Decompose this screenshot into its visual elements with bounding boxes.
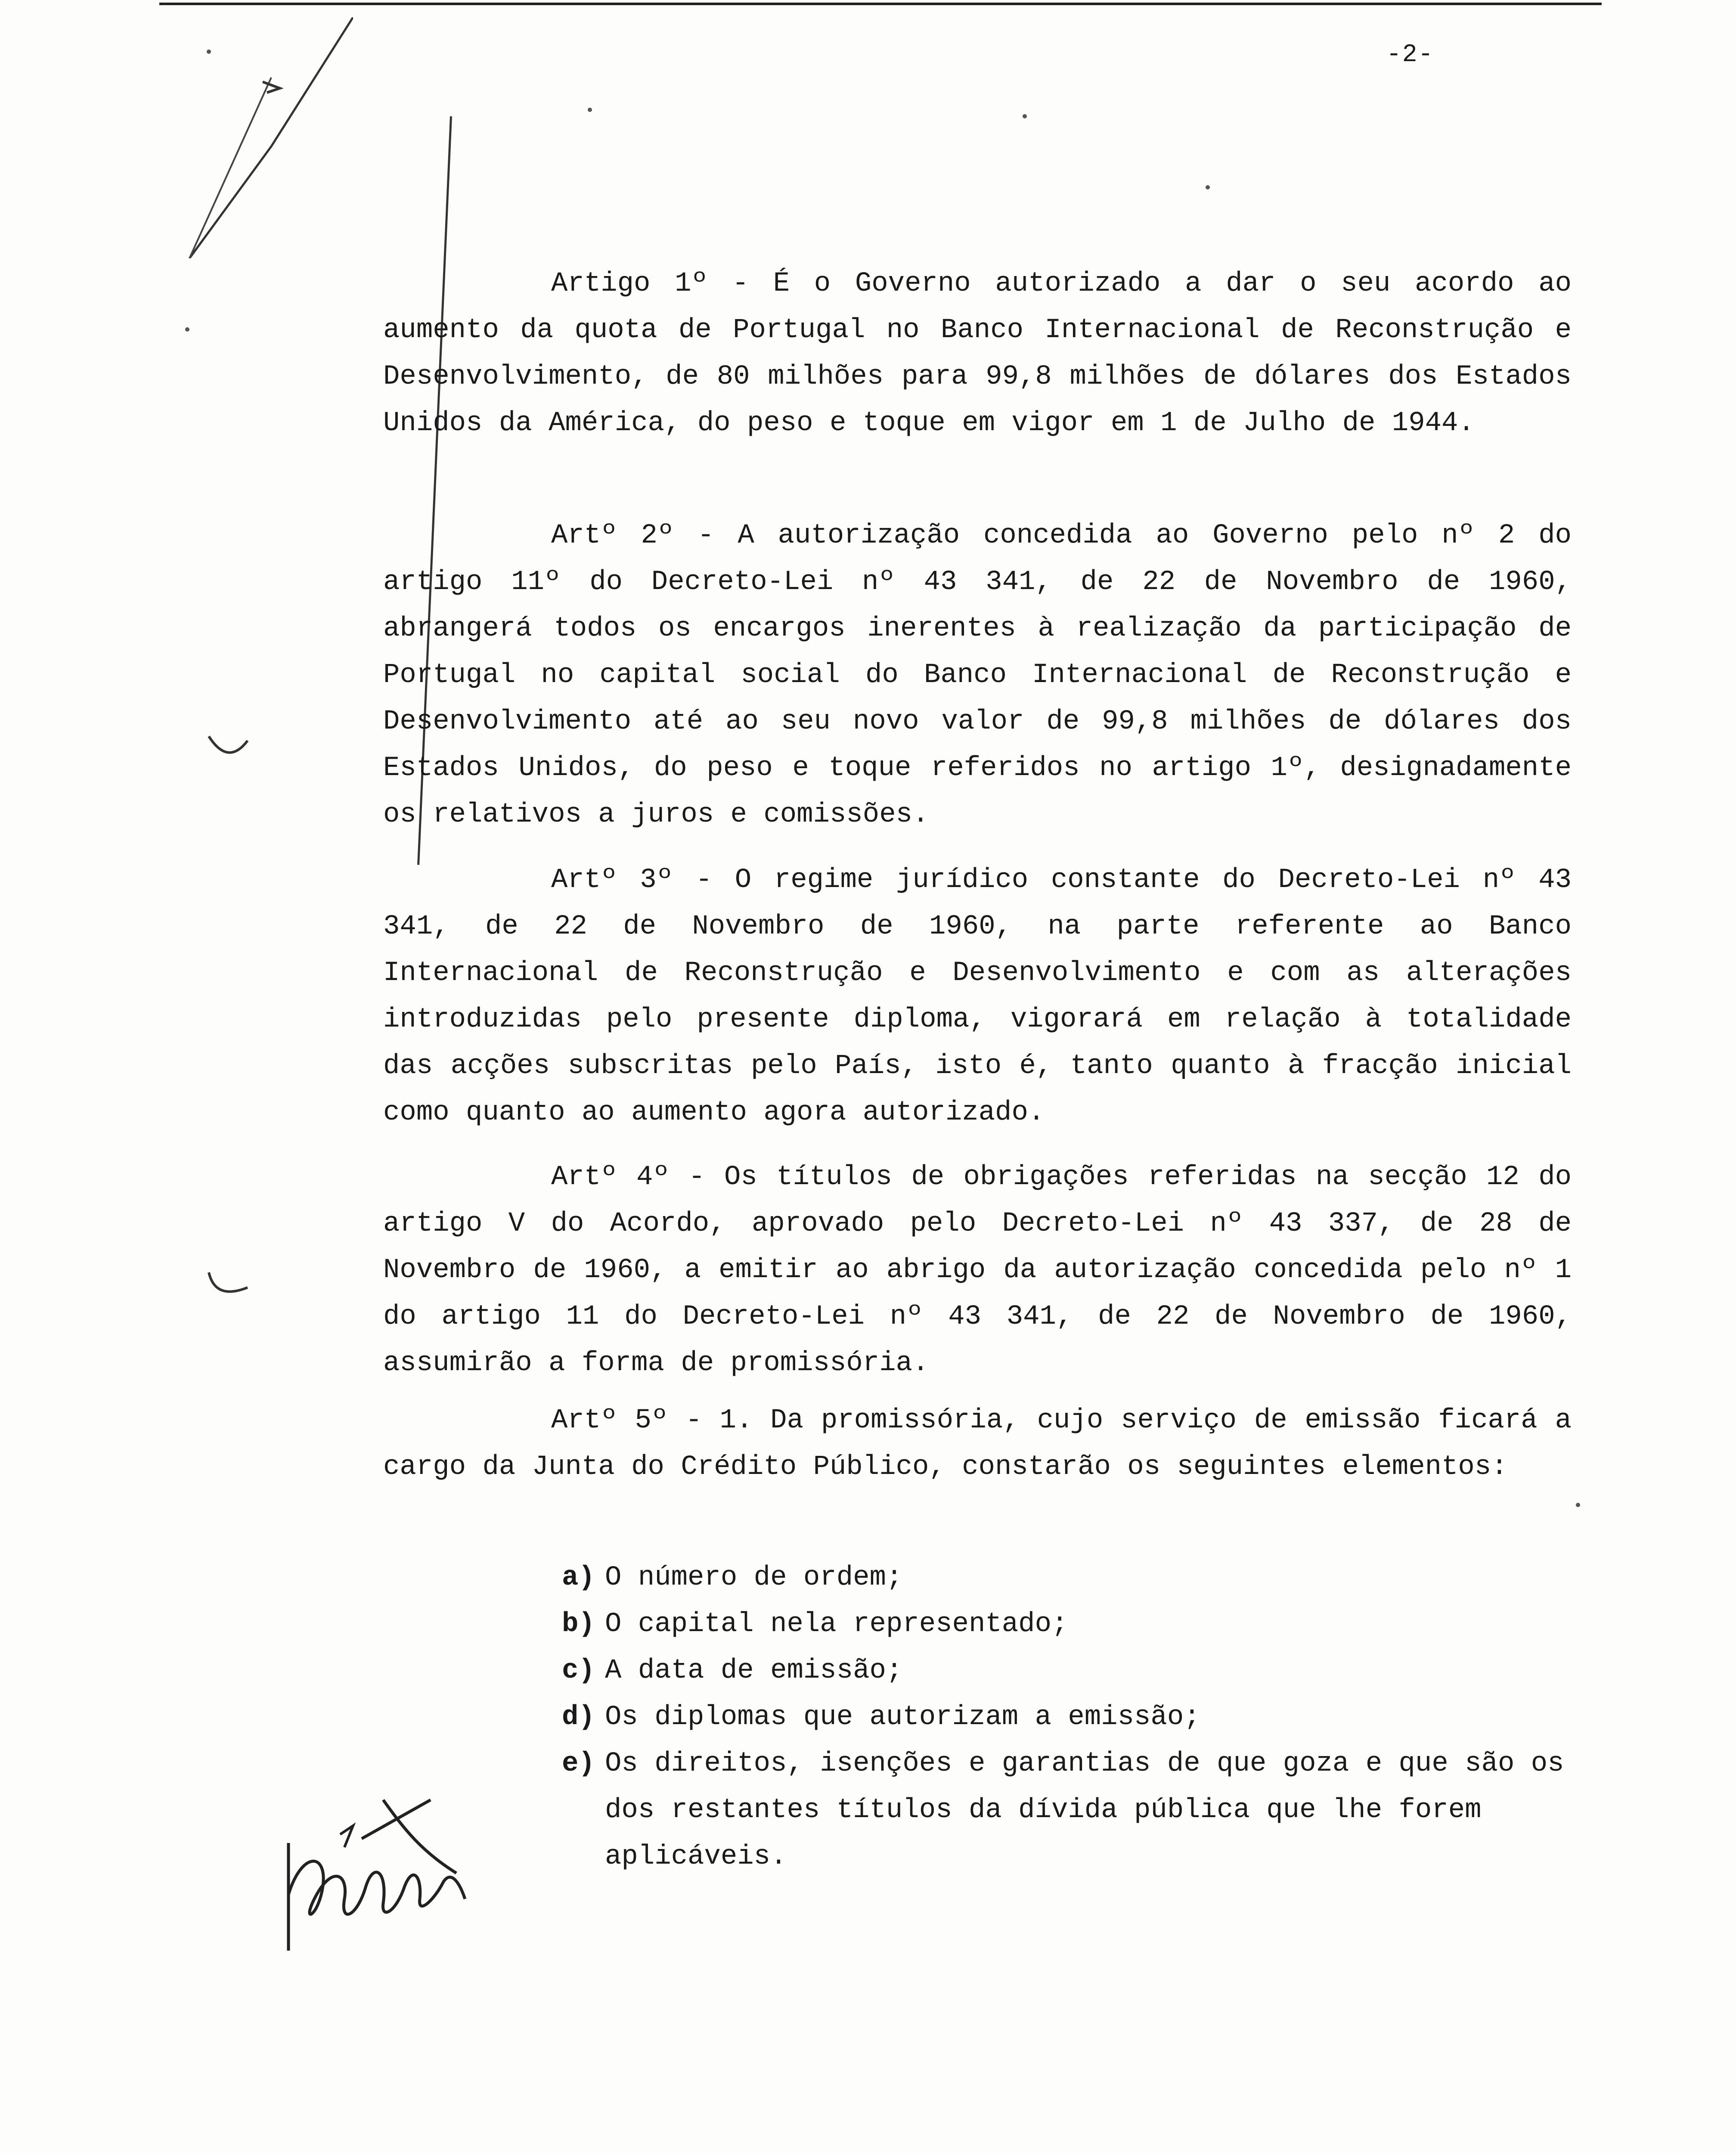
page-number: -2- <box>1386 41 1434 69</box>
ink-speck <box>1576 1503 1580 1507</box>
pen-stroke-mark-icon <box>172 17 353 258</box>
ink-speck <box>1206 185 1210 189</box>
list-item <box>562 1694 1612 1740</box>
list-item-marker: e) <box>562 1748 595 1779</box>
article-2: Artº 2º - A autorização concedida ao Governo pelo nº 2 do artigo 11º do Decreto-Lei nº 43 341, de 22 de Novembro de 1960, abrangerá todos os encargos inerentes à realização da participação de Portugal no capital social do Banco Internacional de Reconstrução e Desenvolvimento até ao seu novo valor de 99,8 milhões de dólares dos Estados Unidos, do peso e toque referidos no artigo 1º, designadamente os relativos a juros e comissões. <box>383 520 1572 830</box>
top-rule <box>159 3 1602 5</box>
handwritten-signature-mark-icon <box>276 1787 517 1968</box>
margin-bracket-icon <box>207 732 250 762</box>
ink-speck <box>185 327 189 332</box>
ink-speck <box>588 108 592 112</box>
list-item-text: O capital nela representado; <box>605 1609 1068 1640</box>
list-item-marker: b) <box>562 1609 595 1640</box>
list-item <box>562 1601 1612 1647</box>
list-item-marker: a) <box>562 1562 595 1593</box>
list-item <box>562 1554 1612 1601</box>
article-4: Artº 4º - Os títulos de obrigações referidas na secção 12 do artigo V do Acordo, aprovado pelo Decreto-Lei nº 43 337, de 28 de Novembro de 1960, a emitir ao abrigo da autorização concedida pelo nº 1 do artigo 11 do Decreto-Lei nº 43 341, de 22 de Novembro de 1960, assumirão a forma de promissória. <box>383 1162 1572 1379</box>
list-item <box>562 1647 1612 1694</box>
list-item-text: A data de emissão; <box>605 1655 903 1686</box>
article-5: Artº 5º - 1. Da promissória, cujo serviço de emissão ficará a cargo da Junta do Crédito Público, constarão os seguintes elementos: <box>383 1405 1572 1483</box>
list-item <box>562 1740 1612 1880</box>
margin-bracket-icon <box>207 1270 250 1300</box>
elements-list <box>562 1554 1612 1880</box>
list-item-text: Os direitos, isenções e garantias de que goza e que são os dos restantes títulos da dívida pública que lhe forem aplicáveis. <box>605 1748 1564 1872</box>
list-item-marker: c) <box>562 1655 595 1686</box>
list-item-marker: d) <box>562 1702 595 1733</box>
ink-speck <box>207 50 211 54</box>
list-item-text: O número de ordem; <box>605 1562 903 1593</box>
article-1: Artigo 1º - É o Governo autorizado a dar o seu acordo ao aumento da quota de Portugal no Banco Internacional de Reconstrução e Desenvolvimento, de 80 milhões para 99,8 milhões de dólares dos Estados Unidos da América, do peso e toque em vigor em 1 de Julho de 1944. <box>383 268 1572 439</box>
list-item-text: Os diplomas que autorizam a emissão; <box>605 1702 1200 1733</box>
article-3: Artº 3º - O regime jurídico constante do Decreto-Lei nº 43 341, de 22 de Novembro de 1960, na parte referente ao Banco Internacional de Reconstrução e Desenvolvimento e com as alterações introduzidas pelo presente diploma, vigorará em relação à totalidade das acções subscritas pelo País, isto é, tanto quanto à fracção inicial como quanto ao aumento agora autorizado. <box>383 865 1572 1128</box>
ink-speck <box>1023 114 1027 118</box>
